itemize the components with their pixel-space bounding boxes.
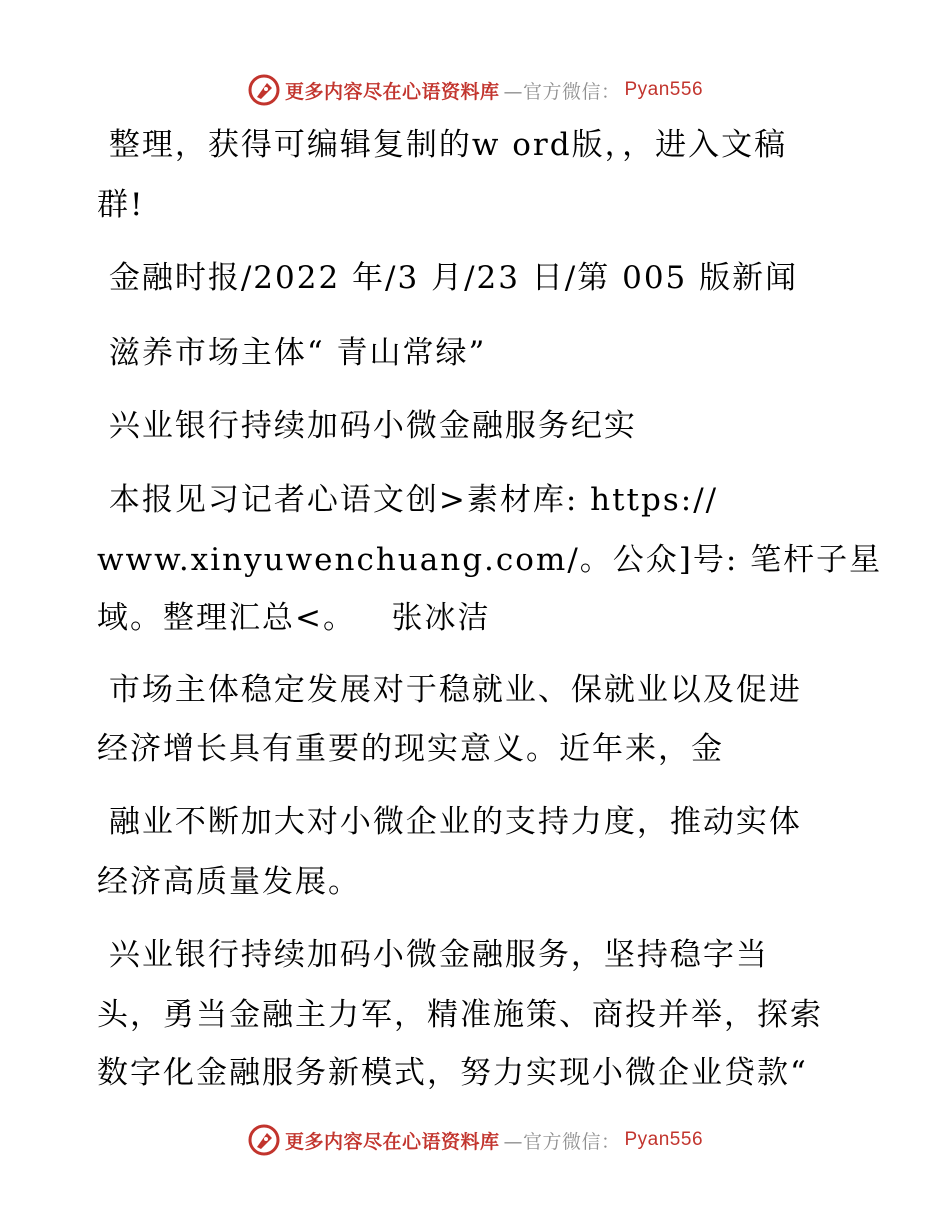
- body-line: 本报见习记者心语文创>素材库: https://: [97, 482, 719, 518]
- body-line: 经济增长具有重要的现实意义。近年来，金: [97, 731, 724, 767]
- body-line: 头，勇当金融主力军，精准施策、商投并举，探索: [97, 997, 823, 1033]
- body-line: 兴业银行持续加码小微金融服务，坚持稳字当: [97, 937, 769, 973]
- banner-site-name: 更多内容尽在心语资料库: [284, 1130, 500, 1153]
- body-line: 兴业银行持续加码小微金融服务纪实: [97, 408, 637, 444]
- banner-content: [247, 73, 703, 107]
- banner-wechat-handle: Pyan556: [624, 79, 704, 100]
- header-watermark-banner: [0, 70, 950, 110]
- body-line: 融业不断加大对小微企业的支持力度，推动实体: [97, 804, 802, 840]
- body-line: 市场主体稳定发展对于稳就业、保就业以及促进: [97, 672, 802, 708]
- body-line: 经济高质量发展。: [97, 864, 361, 900]
- pen-nib-logo-icon: [247, 1123, 281, 1157]
- banner-site-name: 更多内容尽在心语资料库: [284, 80, 500, 103]
- banner-separator: —官方微信：: [503, 1130, 621, 1153]
- body-line: 数字化金融服务新模式，努力实现小微企业贷款“: [97, 1055, 808, 1091]
- footer-watermark-banner: [0, 1120, 950, 1160]
- banner-wechat-handle: Pyan556: [624, 1129, 704, 1150]
- body-line: 域。整理汇总<。 张冰洁: [97, 600, 491, 636]
- banner-separator: —官方微信：: [503, 80, 621, 103]
- pen-nib-logo-icon: [247, 73, 281, 107]
- body-line: 金融时报/2022 年/3 月/23 日/第 005 版新闻: [97, 260, 799, 296]
- body-line: 群!: [97, 187, 145, 223]
- banner-content: [247, 1123, 703, 1157]
- body-line: 滋养市场主体“ 青山常绿”: [97, 335, 487, 371]
- body-line: 整理，获得可编辑复制的w ord版，，进入文稿: [97, 127, 788, 163]
- body-line: www.xinyuwenchuang.com/。公众]号: 笔杆子星: [97, 542, 883, 578]
